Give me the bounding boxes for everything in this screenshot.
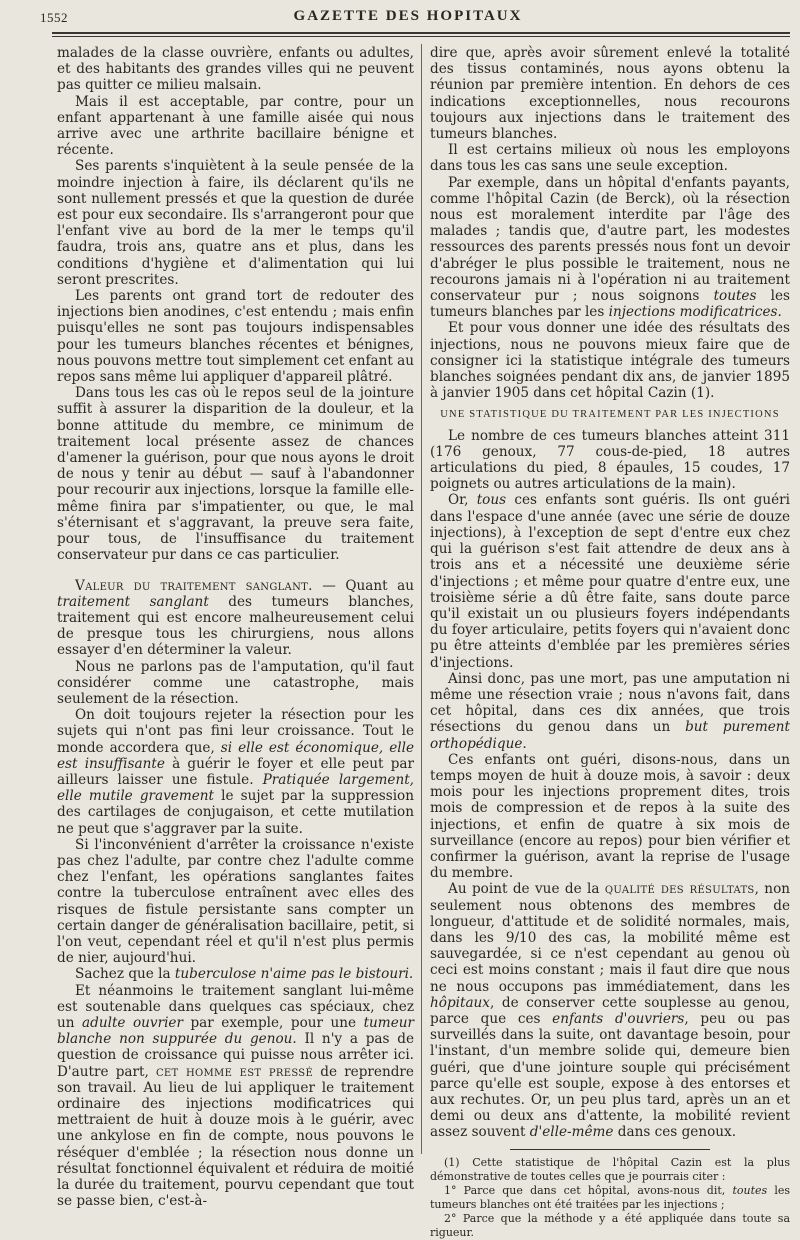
paragraph	[430, 492, 790, 670]
paragraph	[57, 707, 414, 837]
header-rule-thin	[52, 36, 790, 37]
text-run: par exemple, pour une	[182, 1014, 364, 1031]
text-run: Par exemple, dans un hôpital d'enfants payants, comme l'hôpital Cazin (de Berck), où la résection nous est moralement interdite par l'âge des malades ; tandis que, d'autre part, les modestes ressources des parents pressés nous font un devoir d'abréger le plus possible le traitement, nous ne recourons jamais ni à l'opération ni au traitement conservateur pur ; nous soignons	[430, 174, 790, 305]
paragraph	[430, 671, 790, 752]
text-run: Or,	[448, 492, 477, 509]
text-run: , non seulement nous obtenons des membres de longueur, d'attitude et de solidité normales, mais, dans les 9/10 des cas, la mobilité même est sauvegardée, si ce n'est cependant au genou où ceci est moins constant ; mais il faut dire que nous ne nous occupons pas immédiatement, dans les	[430, 881, 791, 995]
italic-run: Pratiquée largement, elle mutile gravement	[57, 771, 414, 805]
italic-run: tumeur blanche non suppurée du genou.	[57, 1014, 414, 1048]
footnote-rule	[510, 1149, 710, 1150]
text-run: Ainsi donc, pas une mort, pas une amputation ni même une résection vraie ; nous n'avons fait, dans cet hôpital, dans ces dix années, que trois résections du genou dans un	[430, 670, 790, 736]
italic-run: injections modificatrices.	[608, 304, 782, 321]
italic-run: adulte ouvrier	[82, 1014, 183, 1031]
header-rule	[52, 32, 790, 34]
italic-run: but purement orthopédique.	[430, 719, 790, 752]
text-run: Sachez que la	[75, 966, 175, 983]
run-in-heading: Valeur du traitement sanglant.	[75, 577, 313, 594]
italic-run: enfants d'ouvriers	[552, 1010, 685, 1027]
text-run: , de conserver cette souplesse au genou, parce que ces	[430, 994, 790, 1027]
italic-run: traitement sanglant	[57, 593, 209, 610]
page-number: 1552	[40, 10, 68, 25]
paragraph: Ses parents s'inquiètent à la seule pensée de la moindre injection à faire, ils déclarent qu'ils ne sont nullement pressés et que la question de durée est pour eux secondaire. Ils s'arrangeront pour que l'enfant vive au bord de la mer le temps qu'il faudra, trois ans, quatre ans et plus, dans les conditions d'hygiène et d'alimentation qui lui seront prescrites.	[57, 158, 414, 288]
running-title: GAZETTE DES HOPITAUX	[293, 8, 523, 24]
paragraph	[430, 881, 790, 1140]
section-heading: UNE STATISTIQUE DU TRAITEMENT PAR LES INJECTIONS	[440, 409, 780, 421]
right-column	[430, 45, 790, 1240]
paragraph	[430, 175, 790, 321]
text-run: Il n'y a pas de question de croissance qui puisse nous arrêter ici. D'autre part,	[57, 1031, 414, 1080]
italic-run: d'elle-même	[529, 1124, 614, 1141]
text-run: 1° Parce que dans cet hôpital, avons-nous dit,	[444, 1183, 733, 1197]
paragraph: malades de la classe ouvrière, enfants ou adultes, et des habitants des grandes villes qui ne peuvent pas quitter ce milieu malsain.	[57, 45, 414, 94]
italic-run: toutes	[713, 288, 757, 305]
text-run: On doit toujours rejeter la résection pour les sujets qui n'ont pas fini leur croissance. Tout le monde accordera que,	[57, 707, 414, 756]
page-header	[40, 6, 776, 28]
text-run: Et néanmoins le traitement sanglant lui-même est soutenable dans quelques cas spéciaux, chez un	[57, 982, 414, 1031]
text-run: dans ces genoux.	[613, 1124, 737, 1141]
paragraph: dire que, après avoir sûrement enlevé la totalité des tissus contaminés, nous ayons obtenu la réunion par première intention. En dehors de ces indications exceptionnelles, nous recourons toujours aux injections dans le traitement des tumeurs blanches.	[430, 45, 790, 143]
text-run: ces enfants sont guéris. Ils ont guéri dans l'espace d'une année (avec une série de douze injections), à l'exception de sept d'entre eux chez qui la guérison s'est fait attendre de deux ans à trois ans et a nécessité une deuxième série d'injections ; et même pour quatre d'entre eux, une troisième série a dû être faite, sans doute parce qu'il existait un ou plusieurs foyers indépendants du foyer articulaire, petits foyers qui n'avaient donc pu être atteints d'emblée par les premières séries d'injections.	[430, 492, 790, 671]
paragraph: Les parents ont grand tort de redouter des injections bien anodines, c'est entendu ; mais enfin puisqu'elles ne sont pas toujours indispensables pour les tumeurs blanches récentes et bénignes, nous pouvons mettre tout simplement cet enfant au repos sans même lui appliquer d'appareil plâtré.	[57, 288, 415, 386]
italic-run: toutes	[732, 1183, 768, 1197]
paragraph: Mais il est acceptable, par contre, pour un enfant appartenant à une famille aisée qui nous arrive avec une arthrite bacillaire bénigne et récente.	[57, 93, 414, 159]
paragraph-valeur	[57, 578, 414, 659]
text-run: — Quant au	[312, 577, 415, 594]
text-run: de reprendre son travail. Au lieu de lui appliquer le traitement ordinaire des injections modificatrices qui mettraient de huit à douze mois à le guérir, avec une ankylose en fin de compte, nous pouvons le réséquer d'emblée ; la résection nous donne un résultat fonctionnel équivalent et réduira de moitié la durée du traitement, pourvu cependant que tout se passe bien, c'est-à-	[57, 1063, 414, 1210]
left-column	[57, 45, 414, 1209]
paragraph	[57, 966, 414, 982]
small-caps-run: qualité des résultats	[604, 881, 755, 898]
italic-run: tous	[476, 492, 507, 509]
footnotes	[430, 1156, 790, 1240]
text-run: les tumeurs blanches ont été traitées par les injections ;	[430, 1183, 790, 1211]
paragraph: Nous ne parlons pas de l'amputation, qu'il faut considérer comme une catastrophe, mais seulement de la résection.	[57, 658, 414, 707]
column-divider	[421, 44, 422, 1154]
footnote: (1) Cette statistique de l'hôpital Cazin est la plus démonstrative de toutes celles que je pourrais citer :	[430, 1155, 790, 1183]
paragraph: Ces enfants ont guéri, disons-nous, dans un temps moyen de huit à douze mois, à savoir : deux mois pour les injections proprement dites, trois mois de compression et de repos à la suite des injections, et enfin de quatre à six mois de surveillance (encore au repos) pour bien vérifier et confirmer la guérison, avant la reprise de l'usage du membre.	[430, 751, 790, 882]
paragraph: Il est certains milieux où nous les employons dans tous les cas sans une seule exception.	[430, 142, 790, 175]
italic-run: tuberculose n'aime pas le bistouri.	[174, 966, 414, 983]
text-run: , peu ou pas surveillés dans la suite, ont davantage besoin, pour l'instant, d'un membre solide qui, demeure bien guéri, que d'une jointure souple qui précisément parce qu'elle est souple, expose à des entorses et aux rechutes. Or, un peu plus tard, après un an et demi ou deux ans d'attente, la mobilité revient assez souvent	[430, 1010, 791, 1141]
text-run: Au point de vue de la	[448, 881, 605, 898]
footnote	[430, 1184, 790, 1212]
small-caps-run: cet homme est pressé	[155, 1063, 314, 1080]
text-run: les tumeurs blanches par les	[430, 288, 790, 321]
text-run: le sujet par la suppression des cartilages de conjugaison, et cette mutilation ne peut que s'aggraver par la suite.	[57, 788, 415, 837]
text-run: des tumeurs blanches, traitement qui est encore malheureusement celui de presque tous les chirurgiens, nous allons essayer d'en déterminer la valeur.	[57, 593, 414, 659]
paragraph	[57, 983, 414, 1210]
italic-run: hôpitaux	[430, 994, 490, 1011]
footnote: 2° Parce que la méthode y a été appliquée dans toute sa rigueur.	[430, 1211, 790, 1239]
paragraph: Et pour vous donner une idée des résultats des injections, nous ne pouvons mieux faire que de consigner ici la statistique intégrale des tumeurs blanches soignées pendant dix ans, de janvier 1895 à janvier 1905 dans cet hôpital Cazin (1).	[430, 320, 790, 402]
italic-run: si elle est économique, elle est insuffisante	[57, 739, 414, 772]
paragraph: Le nombre de ces tumeurs blanches atteint 311 (176 genoux, 77 cous-de-pied, 18 autres articulations du pied, 8 épaules, 15 coudes, 17 poignets ou autres articulations de la main).	[430, 427, 790, 493]
text-run: à guérir le foyer et elle peut par ailleurs laisser une fistule.	[57, 755, 414, 788]
paragraph: Dans tous les cas où le repos seul de la jointure suffit à assurer la disparition de la douleur, et la bonne attitude du membre, ce minimum de traitement local présente assez de chances d'amener la guérison, pour que nous ayons le droit de nous y tenir au début — sauf à l'abandonner pour recourir aux injections, lorsque la famille elle-même finira par s'impatienter, ou que, le mal s'éternisant et s'aggravant, la preuve sera faite, pour tous, de l'insuffisance du traitement conservateur pur dans ce cas particulier.	[57, 385, 414, 564]
paragraph: Si l'inconvénient d'arrêter la croissance n'existe pas chez l'adulte, par contre chez l'adulte comme chez l'enfant, les opérations sanglantes faites contre la tuberculose entraînent avec elles des risques de fistule persistante sans compter un certain danger de généralisation bacillaire, petit, si l'on veut, cependant réel et qu'il n'est plus permis de nier, aujourd'hui.	[57, 836, 414, 967]
